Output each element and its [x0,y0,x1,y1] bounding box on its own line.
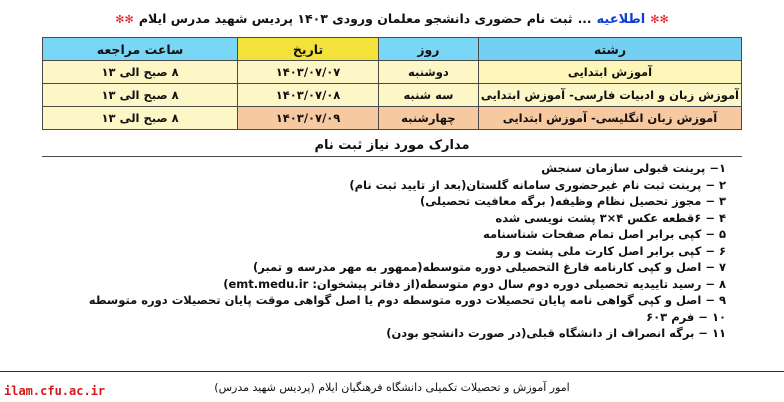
cell-time: ۸ صبح الی ۱۳ [43,107,238,130]
list-item: ۶ − کپی برابر اصل کارت ملی پشت و رو [496,243,726,258]
footer-divider [0,371,784,372]
table-row [43,61,742,84]
ellipsis-separator: ... [577,12,592,26]
list-item: ۵ − کپی برابر اصل تمام صفحات شناسنامه [483,227,726,241]
column-header-date: تاریخ [238,38,379,61]
schedule-table-wrapper [42,37,742,130]
cell-date: ۱۴۰۳/۰۷/۰۹ [238,107,379,130]
list-item: ۸ − رسید تاییدیه تحصیلی دوره دوم سال دوم متوسطه(از دفاتر پیشخوان: emt.medu.ir) [223,276,726,291]
cell-date: ۱۴۰۳/۰۷/۰۸ [238,84,379,107]
list-item: ۱۱ − برگه انصراف از دانشگاه قبلی(در صورت دانشجو بودن) [386,326,726,340]
cell-field: آموزش ابتدایی [478,61,741,84]
cell-day: چهارشنبه [378,107,478,130]
column-header-day: روز [378,38,478,61]
announcement-header [0,0,784,31]
list-item: ۲ − پرینت ثبت نام غیرحضوری سامانه گلستان(بعد از تایید ثبت نام) [349,177,726,192]
list-item: ۴ − ۶قطعه عکس ۴×۳ پشت نویسی شده [495,210,726,225]
cell-field: آموزش زبان انگلیسی- آموزش ابتدایی [478,107,741,130]
table-header [43,38,742,61]
cell-date: ۱۴۰۳/۰۷/۰۷ [238,61,379,84]
list-item: ۱۰ − فرم ۶۰۳ [646,309,726,324]
table-header-row [43,38,742,61]
table-body [43,61,742,130]
site-watermark: ilam.cfu.ac.ir [4,384,106,398]
cell-field: آموزش زبان و ادبیات فارسی- آموزش ابتدایی [478,84,741,107]
required-documents-section [42,136,742,342]
required-documents-list [42,160,742,342]
star-decoration-left-icon: ✻✻ [115,13,134,26]
column-header-field: رشته [478,38,741,61]
table-row [43,84,742,107]
section-divider [42,156,742,157]
list-item: ۹ − اصل و کپی گواهی نامه پایان تحصیلات دوره متوسطه دوم یا اصل گواهی موقت پایان تحصیلات دوره متوسطه [88,293,726,307]
column-header-time: ساعت مراجعه [43,38,238,61]
list-item: ۱− پرینت قبولی سازمان سنجش [541,161,726,175]
table-row [43,107,742,130]
list-item: ۳ − مجوز تحصیل نظام وظیفه( برگه معافیت تحصیلی) [420,194,726,208]
announcement-headline: ثبت نام حضوری دانشجو معلمان ورودی ۱۴۰۳ پردیس شهید مدرس ایلام [138,11,573,26]
alert-word: اطلاعیه [596,12,646,27]
star-decoration-right-icon: ✻✻ [650,13,669,26]
list-item: ۷ − اصل و کپی کارنامه فارغ التحصیلی دوره متوسطه(ممهور به مهر مدرسه و تمبر) [252,260,726,274]
schedule-table [42,37,742,130]
required-documents-title: مدارک مورد نیاز ثبت نام [314,138,470,153]
footer-text: امور آموزش و تحصیلات تکمیلی دانشگاه فرهنگیان ایلام (پردیس شهید مدرس) [214,381,570,394]
cell-time: ۸ صبح الی ۱۳ [43,61,238,84]
cell-day: دوشنبه [378,61,478,84]
cell-day: سه شنبه [378,84,478,107]
cell-time: ۸ صبح الی ۱۳ [43,84,238,107]
